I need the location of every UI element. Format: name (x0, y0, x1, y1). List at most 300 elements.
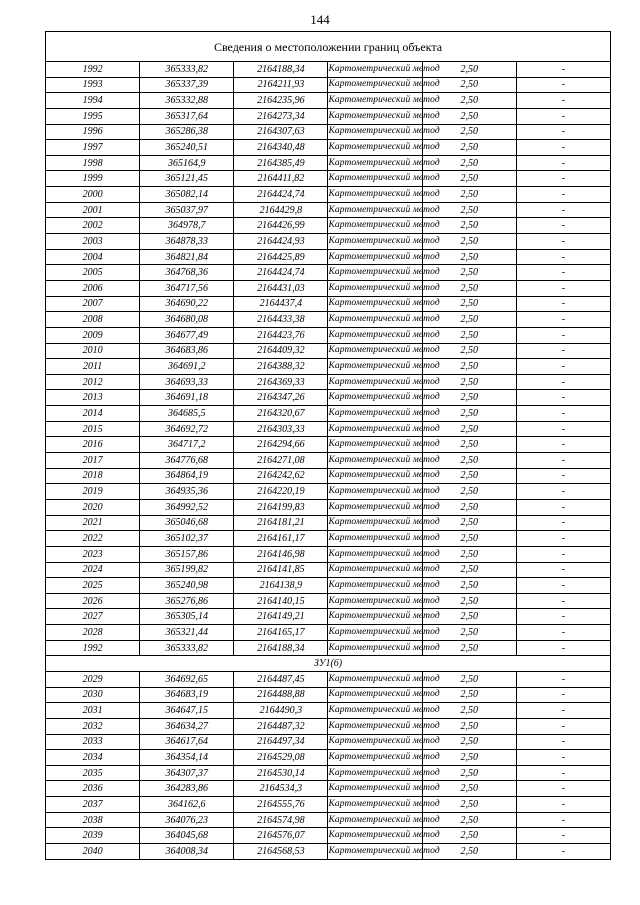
description-cell: - (516, 390, 610, 406)
method-cell: Картометрический метод (328, 202, 422, 218)
accuracy-cell: 2,50 (422, 249, 516, 265)
table-row (46, 671, 611, 687)
y-coordinate-cell: 2164188,34 (234, 62, 328, 78)
table-body (46, 32, 611, 860)
accuracy-cell: 2,50 (422, 640, 516, 656)
y-coordinate-cell: 2164426,99 (234, 218, 328, 234)
point-number-cell: 2001 (46, 202, 140, 218)
table-title: Сведения о местоположении границ объекта (46, 32, 611, 62)
accuracy-cell: 2,50 (422, 812, 516, 828)
page-number: 144 (310, 12, 330, 27)
y-coordinate-cell: 2164424,74 (234, 265, 328, 281)
table-row (46, 265, 611, 281)
description-cell: - (516, 781, 610, 797)
point-number-cell: 2019 (46, 484, 140, 500)
method-cell: Картометрический метод (328, 124, 422, 140)
accuracy-cell: 2,50 (422, 327, 516, 343)
accuracy-cell: 2,50 (422, 140, 516, 156)
description-cell: - (516, 797, 610, 813)
accuracy-cell: 2,50 (422, 765, 516, 781)
point-number-cell: 1992 (46, 640, 140, 656)
table-row (46, 562, 611, 578)
description-cell: - (516, 124, 610, 140)
description-cell: - (516, 687, 610, 703)
y-coordinate-cell: 2164146,98 (234, 546, 328, 562)
table-row (46, 187, 611, 203)
y-coordinate-cell: 2164294,66 (234, 437, 328, 453)
description-cell: - (516, 421, 610, 437)
x-coordinate-cell: 364617,64 (140, 734, 234, 750)
accuracy-cell: 2,50 (422, 343, 516, 359)
accuracy-cell: 2,50 (422, 531, 516, 547)
accuracy-cell: 2,50 (422, 703, 516, 719)
x-coordinate-cell: 365121,45 (140, 171, 234, 187)
method-cell: Картометрический метод (328, 93, 422, 109)
description-cell: - (516, 265, 610, 281)
point-number-cell: 2029 (46, 671, 140, 687)
accuracy-cell: 2,50 (422, 734, 516, 750)
method-cell: Картометрический метод (328, 765, 422, 781)
y-coordinate-cell: 2164487,32 (234, 718, 328, 734)
table-row (46, 171, 611, 187)
accuracy-cell: 2,50 (422, 187, 516, 203)
table-row (46, 578, 611, 594)
point-number-cell: 2002 (46, 218, 140, 234)
y-coordinate-cell: 2164273,34 (234, 108, 328, 124)
x-coordinate-cell: 364008,34 (140, 844, 234, 860)
point-number-cell: 2027 (46, 609, 140, 625)
y-coordinate-cell: 2164437,4 (234, 296, 328, 312)
method-cell: Картометрический метод (328, 640, 422, 656)
x-coordinate-cell: 364076,23 (140, 812, 234, 828)
y-coordinate-cell: 2164340,48 (234, 140, 328, 156)
method-cell: Картометрический метод (328, 671, 422, 687)
point-number-cell: 2023 (46, 546, 140, 562)
x-coordinate-cell: 365321,44 (140, 625, 234, 641)
y-coordinate-cell: 2164424,93 (234, 234, 328, 250)
point-number-cell: 2037 (46, 797, 140, 813)
x-coordinate-cell: 364354,14 (140, 750, 234, 766)
point-number-cell: 2017 (46, 453, 140, 469)
description-cell: - (516, 218, 610, 234)
y-coordinate-cell: 2164385,49 (234, 155, 328, 171)
table-row (46, 468, 611, 484)
method-cell: Картометрический метод (328, 531, 422, 547)
method-cell: Картометрический метод (328, 140, 422, 156)
description-cell: - (516, 578, 610, 594)
y-coordinate-cell: 2164568,53 (234, 844, 328, 860)
x-coordinate-cell: 364634,27 (140, 718, 234, 734)
table-row (46, 765, 611, 781)
point-number-cell: 2025 (46, 578, 140, 594)
table-row (46, 390, 611, 406)
point-number-cell: 1997 (46, 140, 140, 156)
x-coordinate-cell: 364691,18 (140, 390, 234, 406)
y-coordinate-cell: 2164141,85 (234, 562, 328, 578)
description-cell: - (516, 202, 610, 218)
point-number-cell: 1998 (46, 155, 140, 171)
x-coordinate-cell: 364680,08 (140, 312, 234, 328)
accuracy-cell: 2,50 (422, 265, 516, 281)
method-cell: Картометрический метод (328, 578, 422, 594)
accuracy-cell: 2,50 (422, 797, 516, 813)
table-row (46, 296, 611, 312)
y-coordinate-cell: 2164431,03 (234, 280, 328, 296)
y-coordinate-cell: 2164307,63 (234, 124, 328, 140)
description-cell: - (516, 359, 610, 375)
accuracy-cell: 2,50 (422, 234, 516, 250)
point-number-cell: 2000 (46, 187, 140, 203)
x-coordinate-cell: 365199,82 (140, 562, 234, 578)
method-cell: Картометрический метод (328, 546, 422, 562)
table-row (46, 453, 611, 469)
point-number-cell: 2010 (46, 343, 140, 359)
point-number-cell: 1996 (46, 124, 140, 140)
x-coordinate-cell: 364821,84 (140, 249, 234, 265)
table-row (46, 249, 611, 265)
description-cell: - (516, 406, 610, 422)
table-row (46, 625, 611, 641)
table-row (46, 374, 611, 390)
method-cell: Картометрический метод (328, 453, 422, 469)
point-number-cell: 2003 (46, 234, 140, 250)
table-row (46, 62, 611, 78)
accuracy-cell: 2,50 (422, 374, 516, 390)
section-row (46, 656, 611, 672)
x-coordinate-cell: 365333,82 (140, 640, 234, 656)
description-cell: - (516, 155, 610, 171)
method-cell: Картометрический метод (328, 218, 422, 234)
method-cell: Картометрический метод (328, 484, 422, 500)
description-cell: - (516, 93, 610, 109)
y-coordinate-cell: 2164140,15 (234, 593, 328, 609)
table-row (46, 844, 611, 860)
description-cell: - (516, 453, 610, 469)
description-cell: - (516, 609, 610, 625)
table-row (46, 750, 611, 766)
point-number-cell: 2024 (46, 562, 140, 578)
y-coordinate-cell: 2164347,26 (234, 390, 328, 406)
x-coordinate-cell: 364692,65 (140, 671, 234, 687)
y-coordinate-cell: 2164199,83 (234, 499, 328, 515)
x-coordinate-cell: 365157,86 (140, 546, 234, 562)
method-cell: Картометрический метод (328, 844, 422, 860)
table-row (46, 546, 611, 562)
method-cell: Картометрический метод (328, 62, 422, 78)
description-cell: - (516, 468, 610, 484)
x-coordinate-cell: 365276,86 (140, 593, 234, 609)
accuracy-cell: 2,50 (422, 844, 516, 860)
x-coordinate-cell: 364685,5 (140, 406, 234, 422)
point-number-cell: 2035 (46, 765, 140, 781)
y-coordinate-cell: 2164409,32 (234, 343, 328, 359)
table-row (46, 406, 611, 422)
x-coordinate-cell: 365082,14 (140, 187, 234, 203)
point-number-cell: 2030 (46, 687, 140, 703)
table-row (46, 828, 611, 844)
y-coordinate-cell: 2164576,07 (234, 828, 328, 844)
accuracy-cell: 2,50 (422, 718, 516, 734)
method-cell: Картометрический метод (328, 687, 422, 703)
point-number-cell: 2012 (46, 374, 140, 390)
x-coordinate-cell: 364878,33 (140, 234, 234, 250)
accuracy-cell: 2,50 (422, 359, 516, 375)
point-number-cell: 2038 (46, 812, 140, 828)
y-coordinate-cell: 2164424,74 (234, 187, 328, 203)
table-row (46, 359, 611, 375)
description-cell: - (516, 374, 610, 390)
accuracy-cell: 2,50 (422, 609, 516, 625)
method-cell: Картометрический метод (328, 343, 422, 359)
method-cell: Картометрический метод (328, 812, 422, 828)
x-coordinate-cell: 364677,49 (140, 327, 234, 343)
accuracy-cell: 2,50 (422, 124, 516, 140)
point-number-cell: 2005 (46, 265, 140, 281)
description-cell: - (516, 593, 610, 609)
table-row (46, 687, 611, 703)
accuracy-cell: 2,50 (422, 421, 516, 437)
boundary-coordinates-table (45, 31, 611, 860)
accuracy-cell: 2,50 (422, 546, 516, 562)
x-coordinate-cell: 365332,88 (140, 93, 234, 109)
description-cell: - (516, 531, 610, 547)
point-number-cell: 2032 (46, 718, 140, 734)
y-coordinate-cell: 2164497,34 (234, 734, 328, 750)
method-cell: Картометрический метод (328, 437, 422, 453)
method-cell: Картометрический метод (328, 390, 422, 406)
method-cell: Картометрический метод (328, 155, 422, 171)
accuracy-cell: 2,50 (422, 280, 516, 296)
accuracy-cell: 2,50 (422, 625, 516, 641)
description-cell: - (516, 812, 610, 828)
method-cell: Картометрический метод (328, 750, 422, 766)
accuracy-cell: 2,50 (422, 77, 516, 93)
table-title-row (46, 32, 611, 62)
x-coordinate-cell: 365102,37 (140, 531, 234, 547)
method-cell: Картометрический метод (328, 249, 422, 265)
description-cell: - (516, 546, 610, 562)
x-coordinate-cell: 364693,33 (140, 374, 234, 390)
y-coordinate-cell: 2164165,17 (234, 625, 328, 641)
description-cell: - (516, 77, 610, 93)
x-coordinate-cell: 365240,98 (140, 578, 234, 594)
x-coordinate-cell: 365046,68 (140, 515, 234, 531)
accuracy-cell: 2,50 (422, 515, 516, 531)
table-row (46, 703, 611, 719)
y-coordinate-cell: 2164369,33 (234, 374, 328, 390)
x-coordinate-cell: 364691,2 (140, 359, 234, 375)
y-coordinate-cell: 2164138,9 (234, 578, 328, 594)
point-number-cell: 2034 (46, 750, 140, 766)
accuracy-cell: 2,50 (422, 93, 516, 109)
description-cell: - (516, 108, 610, 124)
y-coordinate-cell: 2164534,3 (234, 781, 328, 797)
y-coordinate-cell: 2164181,21 (234, 515, 328, 531)
point-number-cell: 2026 (46, 593, 140, 609)
method-cell: Картометрический метод (328, 359, 422, 375)
point-number-cell: 2006 (46, 280, 140, 296)
description-cell: - (516, 671, 610, 687)
description-cell: - (516, 734, 610, 750)
x-coordinate-cell: 364864,19 (140, 468, 234, 484)
point-number-cell: 2022 (46, 531, 140, 547)
y-coordinate-cell: 2164411,82 (234, 171, 328, 187)
description-cell: - (516, 312, 610, 328)
accuracy-cell: 2,50 (422, 62, 516, 78)
table-row (46, 797, 611, 813)
x-coordinate-cell: 364717,56 (140, 280, 234, 296)
y-coordinate-cell: 2164530,14 (234, 765, 328, 781)
accuracy-cell: 2,50 (422, 781, 516, 797)
y-coordinate-cell: 2164433,38 (234, 312, 328, 328)
method-cell: Картометрический метод (328, 734, 422, 750)
method-cell: Картометрический метод (328, 593, 422, 609)
table-row (46, 327, 611, 343)
method-cell: Картометрический метод (328, 312, 422, 328)
method-cell: Картометрический метод (328, 781, 422, 797)
method-cell: Картометрический метод (328, 374, 422, 390)
method-cell: Картометрический метод (328, 625, 422, 641)
point-number-cell: 2009 (46, 327, 140, 343)
table-row (46, 93, 611, 109)
description-cell: - (516, 234, 610, 250)
description-cell: - (516, 718, 610, 734)
x-coordinate-cell: 364768,36 (140, 265, 234, 281)
table-row (46, 421, 611, 437)
accuracy-cell: 2,50 (422, 671, 516, 687)
accuracy-cell: 2,50 (422, 218, 516, 234)
method-cell: Картометрический метод (328, 421, 422, 437)
description-cell: - (516, 280, 610, 296)
accuracy-cell: 2,50 (422, 453, 516, 469)
description-cell: - (516, 703, 610, 719)
table-row (46, 155, 611, 171)
y-coordinate-cell: 2164271,08 (234, 453, 328, 469)
method-cell: Картометрический метод (328, 296, 422, 312)
x-coordinate-cell: 365164,9 (140, 155, 234, 171)
accuracy-cell: 2,50 (422, 296, 516, 312)
description-cell: - (516, 249, 610, 265)
description-cell: - (516, 844, 610, 860)
method-cell: Картометрический метод (328, 77, 422, 93)
table-row (46, 593, 611, 609)
method-cell: Картометрический метод (328, 828, 422, 844)
point-number-cell: 2033 (46, 734, 140, 750)
point-number-cell: 2039 (46, 828, 140, 844)
accuracy-cell: 2,50 (422, 562, 516, 578)
method-cell: Картометрический метод (328, 562, 422, 578)
accuracy-cell: 2,50 (422, 390, 516, 406)
x-coordinate-cell: 365240,51 (140, 140, 234, 156)
point-number-cell: 2013 (46, 390, 140, 406)
table-row (46, 202, 611, 218)
method-cell: Картометрический метод (328, 718, 422, 734)
x-coordinate-cell: 364776,68 (140, 453, 234, 469)
accuracy-cell: 2,50 (422, 406, 516, 422)
method-cell: Картометрический метод (328, 609, 422, 625)
method-cell: Картометрический метод (328, 265, 422, 281)
x-coordinate-cell: 364690,22 (140, 296, 234, 312)
table-row (46, 718, 611, 734)
point-number-cell: 2028 (46, 625, 140, 641)
accuracy-cell: 2,50 (422, 171, 516, 187)
y-coordinate-cell: 2164320,67 (234, 406, 328, 422)
y-coordinate-cell: 2164488,88 (234, 687, 328, 703)
description-cell: - (516, 343, 610, 359)
x-coordinate-cell: 364162,6 (140, 797, 234, 813)
description-cell: - (516, 296, 610, 312)
table-row (46, 781, 611, 797)
accuracy-cell: 2,50 (422, 828, 516, 844)
accuracy-cell: 2,50 (422, 593, 516, 609)
description-cell: - (516, 187, 610, 203)
table-row (46, 234, 611, 250)
y-coordinate-cell: 2164235,96 (234, 93, 328, 109)
point-number-cell: 2020 (46, 499, 140, 515)
x-coordinate-cell: 364978,7 (140, 218, 234, 234)
table-row (46, 734, 611, 750)
description-cell: - (516, 515, 610, 531)
point-number-cell: 2036 (46, 781, 140, 797)
x-coordinate-cell: 364717,2 (140, 437, 234, 453)
x-coordinate-cell: 364692,72 (140, 421, 234, 437)
description-cell: - (516, 484, 610, 500)
x-coordinate-cell: 365286,38 (140, 124, 234, 140)
point-number-cell: 2040 (46, 844, 140, 860)
y-coordinate-cell: 2164388,32 (234, 359, 328, 375)
y-coordinate-cell: 2164188,34 (234, 640, 328, 656)
accuracy-cell: 2,50 (422, 108, 516, 124)
y-coordinate-cell: 2164220,19 (234, 484, 328, 500)
accuracy-cell: 2,50 (422, 437, 516, 453)
x-coordinate-cell: 364647,15 (140, 703, 234, 719)
y-coordinate-cell: 2164303,33 (234, 421, 328, 437)
table-row (46, 437, 611, 453)
accuracy-cell: 2,50 (422, 578, 516, 594)
point-number-cell: 2018 (46, 468, 140, 484)
method-cell: Картометрический метод (328, 468, 422, 484)
description-cell: - (516, 750, 610, 766)
method-cell: Картометрический метод (328, 499, 422, 515)
x-coordinate-cell: 365317,64 (140, 108, 234, 124)
point-number-cell: 1995 (46, 108, 140, 124)
x-coordinate-cell: 364283,86 (140, 781, 234, 797)
description-cell: - (516, 437, 610, 453)
description-cell: - (516, 140, 610, 156)
point-number-cell: 2014 (46, 406, 140, 422)
accuracy-cell: 2,50 (422, 499, 516, 515)
x-coordinate-cell: 364683,86 (140, 343, 234, 359)
y-coordinate-cell: 2164149,21 (234, 609, 328, 625)
description-cell: - (516, 765, 610, 781)
method-cell: Картометрический метод (328, 703, 422, 719)
table-row (46, 640, 611, 656)
y-coordinate-cell: 2164574,98 (234, 812, 328, 828)
point-number-cell: 2031 (46, 703, 140, 719)
table-row (46, 108, 611, 124)
x-coordinate-cell: 364992,52 (140, 499, 234, 515)
table-row (46, 312, 611, 328)
table-row (46, 515, 611, 531)
table-row (46, 124, 611, 140)
table-row (46, 499, 611, 515)
method-cell: Картометрический метод (328, 187, 422, 203)
y-coordinate-cell: 2164429,8 (234, 202, 328, 218)
description-cell: - (516, 562, 610, 578)
description-cell: - (516, 62, 610, 78)
point-number-cell: 1992 (46, 62, 140, 78)
table-row (46, 812, 611, 828)
